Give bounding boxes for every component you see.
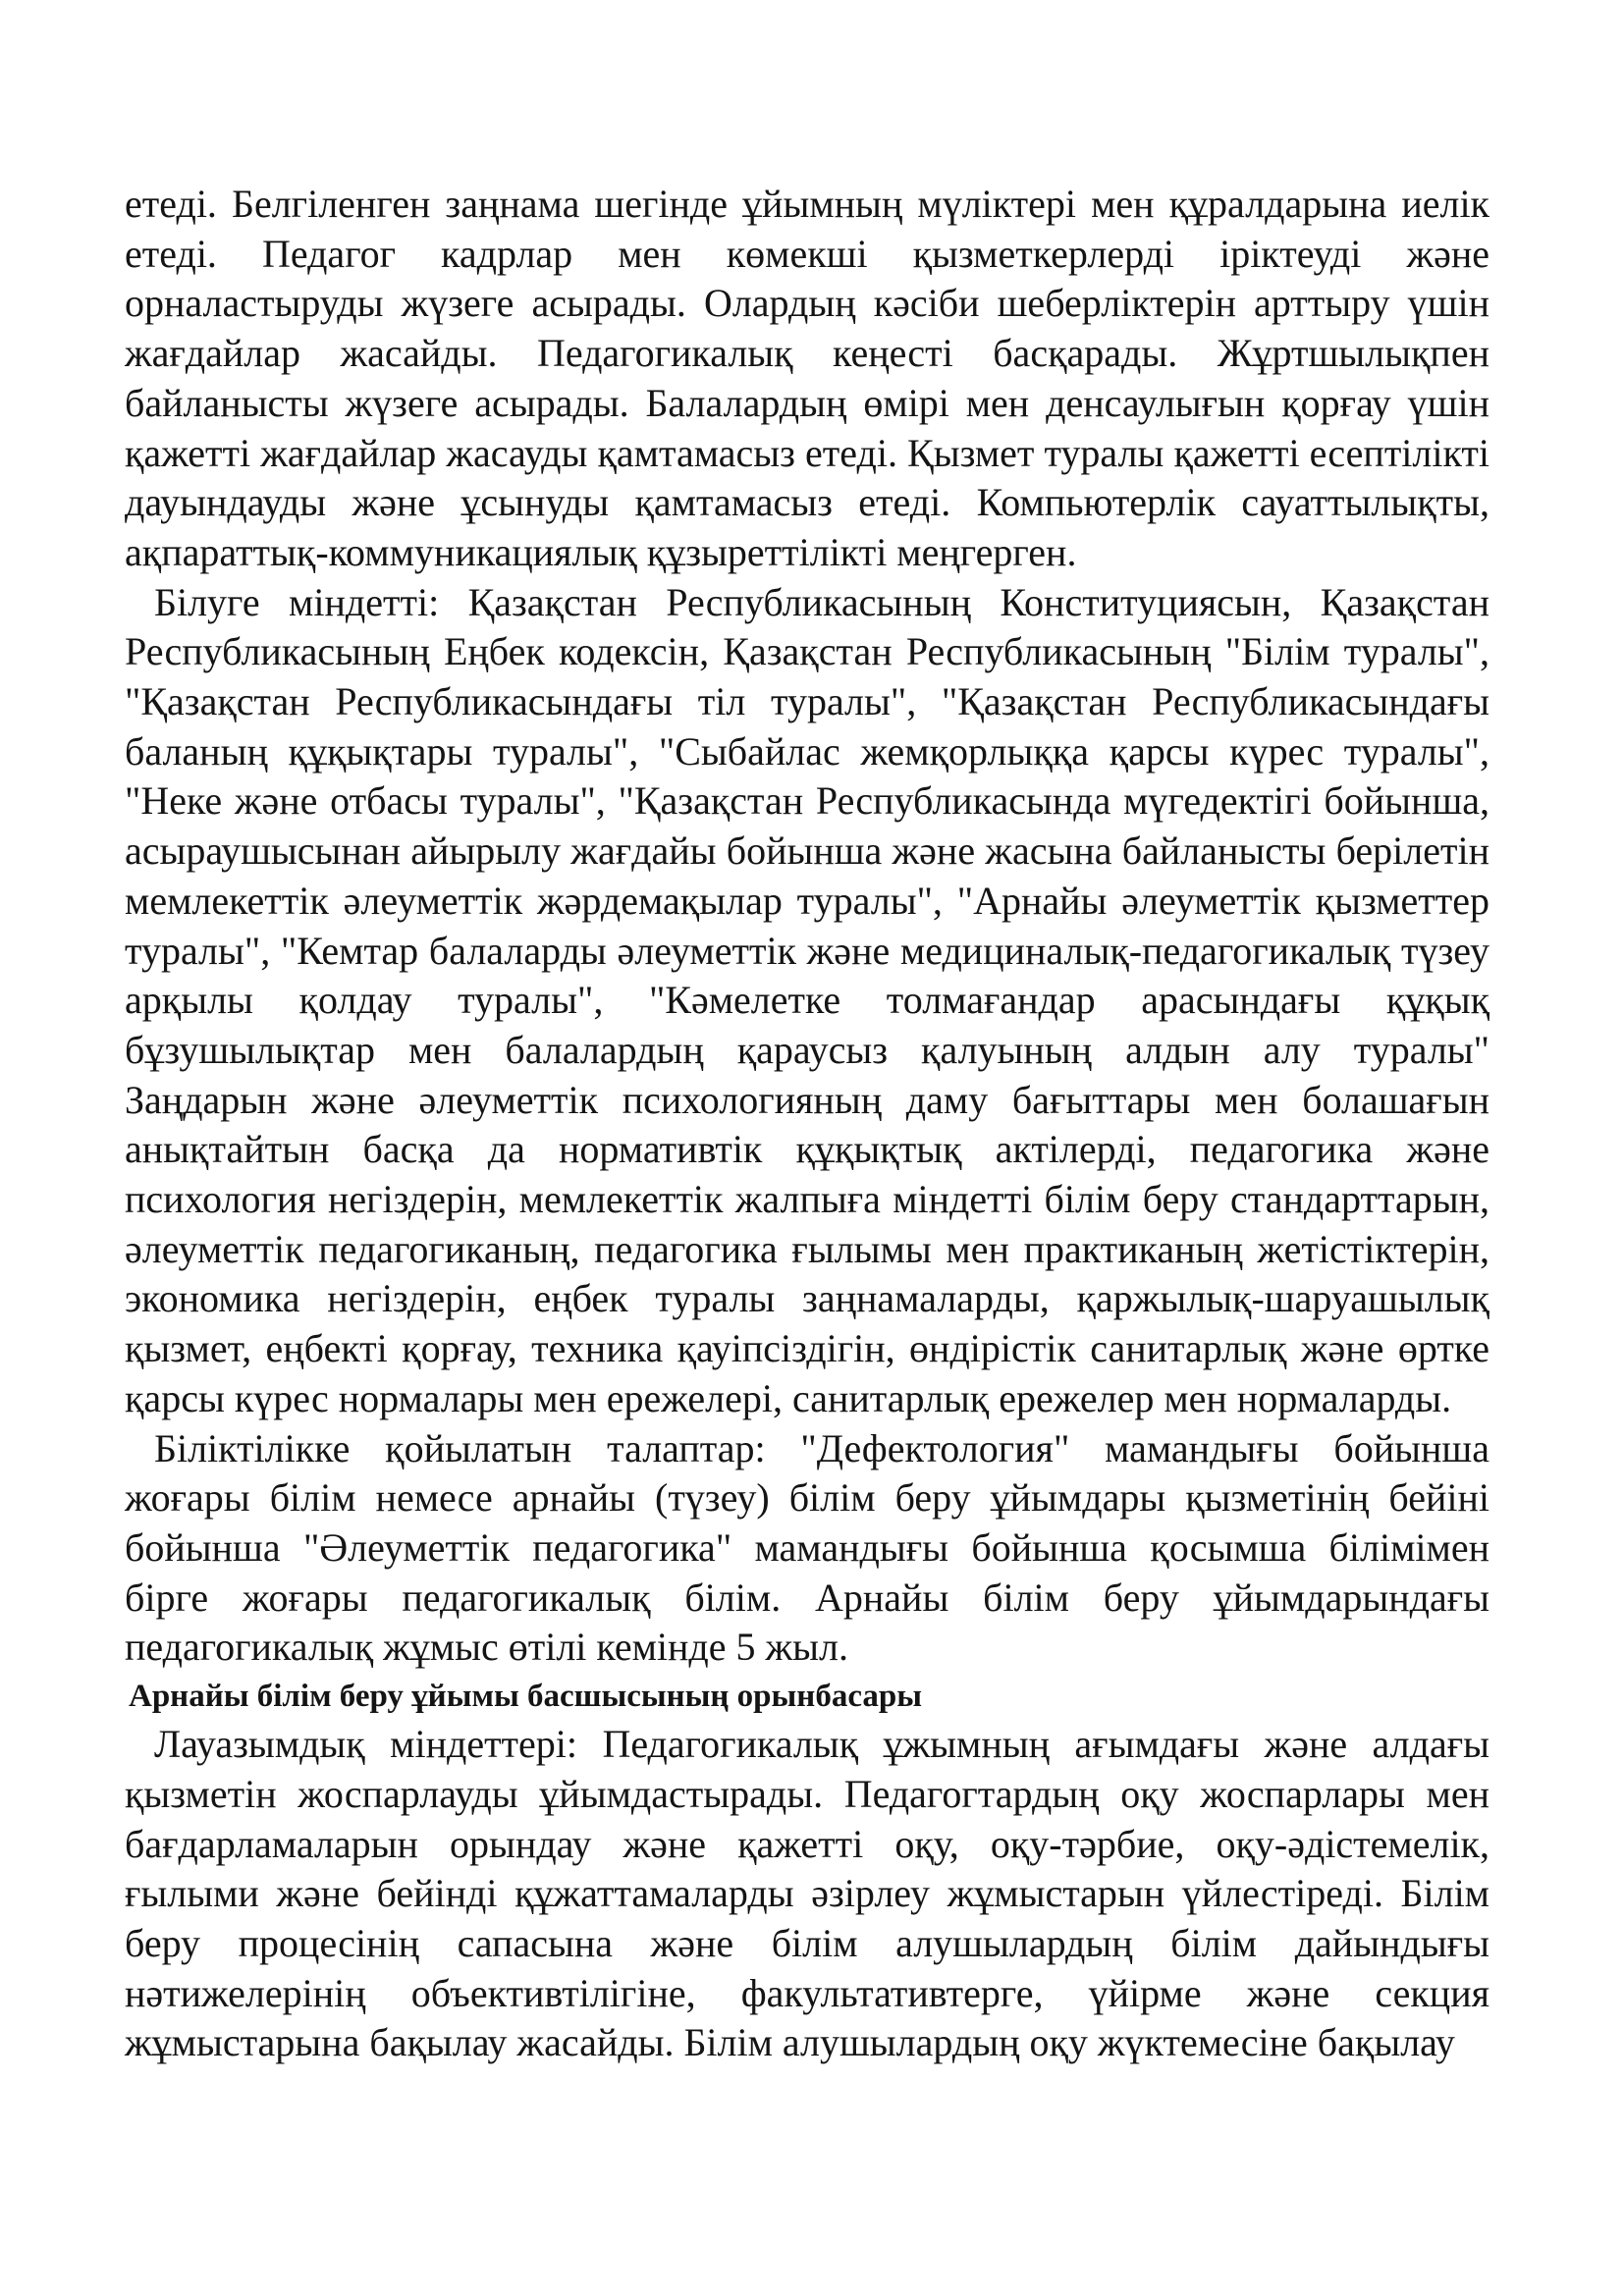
- paragraph-qualification-requirements: Біліктілікке қойылатын талаптар: "Дефектология" мамандығы бойынша жоғары білім немесе арнайы (түзеу) білім беру ұйымдары қызметінің бейіні бойынша "Әлеуметтік педагогика" мамандығы бойынша қосымша білімімен бірге жоғары педагогикалық білім. Арнайы білім беру ұйымдарындағы педагогикалық жұмыс өтілі кемінде 5 жыл.: [125, 1425, 1489, 1670]
- section-heading-deputy-head: Арнайы білім беру ұйымы басшысының орынбасары: [129, 1679, 922, 1715]
- paragraph-director-duties-continuation: етеді. Белгіленген заңнама шегінде ұйымның мүліктері мен құралдарына иелік етеді. Педагог кадрлар мен көмекші қызметкерлерді іріктеуді және орналастыруды жүзеге асырады. Олардың кәсіби шеберліктерін арттыру үшін жағдайлар жасайды. Педагогикалық кеңесті басқарады. Жұртшылықпен байланысты жүзеге асырады. Балалардың өмірі мен денсаулығын қорғау үшін қажетті жағдайлар жасауды қамтамасыз етеді. Қызмет туралы қажетті есептілікті дауындауды және ұсынуды қамтамасыз етеді. Компьютерлік сауаттылықты, ақпараттық-коммуникациялық құзыреттілікті меңгерген.: [125, 182, 1489, 574]
- paragraph-must-know: Білуге міндетті: Қазақстан Республикасының Конституциясын, Қазақстан Республикасының Еңбек кодексін, Қазақстан Республикасының "Білім туралы", "Қазақстан Республикасындағы тіл туралы", "Қазақстан Республикасындағы баланың құқықтары туралы", "Сыбайлас жемқорлыққа қарсы күрес туралы", "Неке және отбасы туралы", "Қазақстан Республикасында мүгедектігі бойынша, асыраушысынан айырылу жағдайы бойынша және жасына байланысты берілетін мемлекеттік әлеуметтік жәрдемақылар туралы", "Арнайы әлеуметтік қызметтер туралы", "Кемтар балаларды әлеуметтік және медициналық-педагогикалық түзеу арқылы қолдау туралы", "Кәмелетке толмағандар арасындағы құқық бұзушылықтар мен балалардың қараусыз қалуының алдын алу туралы" Заңдарын және әлеуметтік психологияның даму бағыттары мен болашағын анықтайтын басқа да нормативтік құқықтық актілерді, педагогика және психология негіздерін, мемлекеттік жалпыға міндетті білім беру стандарттарын, әлеуметтік педагогиканың, педагогика ғылымы мен практиканың жетістіктерін, экономика негіздерін, еңбек туралы заңнамаларды, қаржылық-шаруашылық қызмет, еңбекті қорғау, техника қауіпсіздігін, өндірістік санитарлық және өртке қарсы күрес нормалары мен ережелері, санитарлық ережелер мен нормаларды.: [125, 579, 1489, 1420]
- text-block: [125, 180, 1489, 2068]
- paragraph-deputy-duties: Лауазымдық міндеттері: Педагогикалық ұжымның ағымдағы және алдағы қызметін жоспарлауды ұйымдастырады. Педагогтардың оқу жоспарлары мен бағдарламаларын орындау және қажетті оқу, оқу-тәрбие, оқу-әдістемелік, ғылыми және бейінді құжаттамаларды әзірлеу жұмыстарын үйлестіреді. Білім беру процесінің сапасына және білім алушылардың білім дайындығы нәтижелерінің объективтілігіне, факультативтерге, үйірме және секция жұмыстарына бақылау жасайды. Білім алушылардың оқу жүктемесіне бақылау: [125, 1722, 1489, 2065]
